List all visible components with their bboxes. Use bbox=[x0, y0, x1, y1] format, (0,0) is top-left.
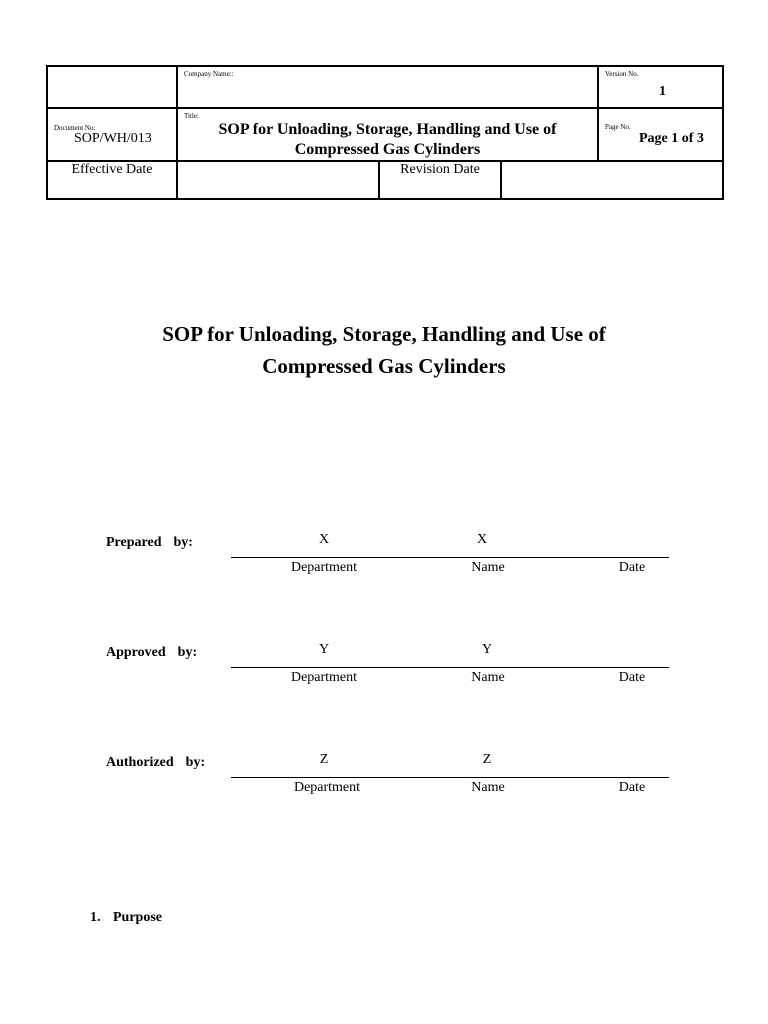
effective-date-label: Effective Date bbox=[71, 162, 153, 177]
authorized-date-caption: Date bbox=[618, 780, 646, 795]
section-title: Purpose bbox=[113, 910, 162, 925]
approved-name-caption: Name bbox=[471, 670, 505, 685]
version-label: Version No. bbox=[605, 70, 639, 78]
main-title-line1: SOP for Unloading, Storage, Handling and Use of bbox=[162, 322, 606, 346]
approved-by-block bbox=[0, 642, 768, 705]
effective-date-label-cell bbox=[47, 161, 177, 199]
header-table bbox=[46, 65, 724, 200]
header-empty-cell bbox=[47, 66, 177, 108]
document-no-value: SOP/WH/013 bbox=[74, 131, 152, 146]
approved-department-caption: Department bbox=[290, 670, 358, 685]
section-number: 1. bbox=[90, 910, 101, 925]
authorized-name-value: Z bbox=[482, 752, 492, 767]
page-no-value: Page 1 of 3 bbox=[639, 131, 704, 146]
page-no-cell bbox=[598, 108, 723, 161]
main-title bbox=[0, 318, 768, 382]
authorized-department-value: Z bbox=[319, 752, 329, 767]
approved-date-caption: Date bbox=[618, 670, 646, 685]
prepared-department-caption: Department bbox=[290, 560, 358, 575]
prepared-signature-line bbox=[231, 557, 669, 558]
document-title-line2: Compressed Gas Cylinders bbox=[294, 141, 481, 158]
effective-date-value-cell bbox=[177, 161, 379, 199]
document-no-label: Document No: bbox=[54, 124, 96, 132]
document-no-cell bbox=[47, 108, 177, 161]
revision-date-value-cell bbox=[501, 161, 723, 199]
approved-by-label: Approved by: bbox=[106, 645, 198, 660]
version-value: 1 bbox=[659, 84, 666, 99]
company-name-label: Company Name:: bbox=[184, 70, 234, 78]
approved-signature-line bbox=[231, 667, 669, 668]
prepared-department-value: X bbox=[318, 532, 330, 547]
revision-date-label: Revision Date bbox=[400, 162, 480, 177]
page-no-label: Page No. bbox=[605, 123, 631, 131]
section-heading-purpose bbox=[90, 910, 162, 926]
prepared-name-caption: Name bbox=[471, 560, 505, 575]
prepared-date-caption: Date bbox=[618, 560, 646, 575]
document-title bbox=[178, 120, 597, 160]
document-title-line1: SOP for Unloading, Storage, Handling and Use of bbox=[218, 121, 557, 138]
approved-name-value: Y bbox=[481, 642, 493, 657]
authorized-department-caption: Department bbox=[293, 780, 361, 795]
authorized-signature-line bbox=[231, 777, 669, 778]
title-label: Title: bbox=[184, 112, 199, 120]
version-cell bbox=[598, 66, 723, 108]
authorized-by-block bbox=[0, 752, 768, 815]
title-cell bbox=[177, 108, 598, 161]
prepared-by-label: Prepared by: bbox=[106, 535, 193, 550]
main-title-line2: Compressed Gas Cylinders bbox=[262, 354, 506, 378]
prepared-name-value: X bbox=[476, 532, 488, 547]
authorized-name-caption: Name bbox=[471, 780, 505, 795]
authorized-by-label: Authorized by: bbox=[106, 755, 206, 770]
approved-department-value: Y bbox=[318, 642, 330, 657]
prepared-by-block bbox=[0, 532, 768, 595]
revision-date-label-cell bbox=[379, 161, 501, 199]
company-name-cell bbox=[177, 66, 598, 108]
